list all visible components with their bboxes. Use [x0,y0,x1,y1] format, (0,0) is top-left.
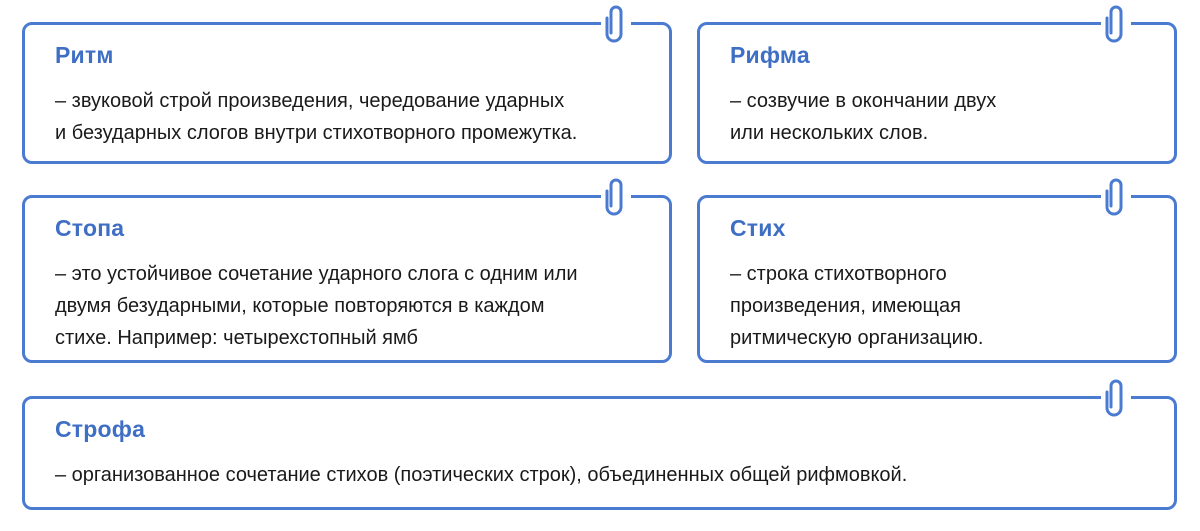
card-rhythm [22,22,672,164]
card-title: Рифма [730,42,810,68]
paperclip-icon [1101,3,1131,43]
paperclip-icon [1101,176,1131,216]
card-definition: – это устойчивое сочетание ударного слога с одним или двумя безударными, которые повторяются в каждом стихе. Например: четырехстопный ямб [55,263,578,349]
paperclip-icon [601,3,631,43]
card-foot [22,195,672,363]
paperclip-icon [601,176,631,216]
card-rhyme [697,22,1177,164]
card-title: Строфа [55,416,146,442]
card-stanza [22,396,1177,510]
card-definition: – организованное сочетание стихов (поэтических строк), объединенных общей рифмовкой. [55,464,908,486]
card-title: Стих [730,215,786,241]
card-title: Стопа [55,215,125,241]
paperclip-icon [1101,377,1131,417]
card-definition: – строка стихотворного произведения, имеющая ритмическую организацию. [730,263,984,349]
card-title: Ритм [55,42,114,68]
card-verse [697,195,1177,363]
card-definition: – созвучие в окончании двух или нескольких слов. [730,90,997,144]
card-definition: – звуковой строй произведения, чередование ударных и безударных слогов внутри стихотворного промежутка. [55,90,578,144]
